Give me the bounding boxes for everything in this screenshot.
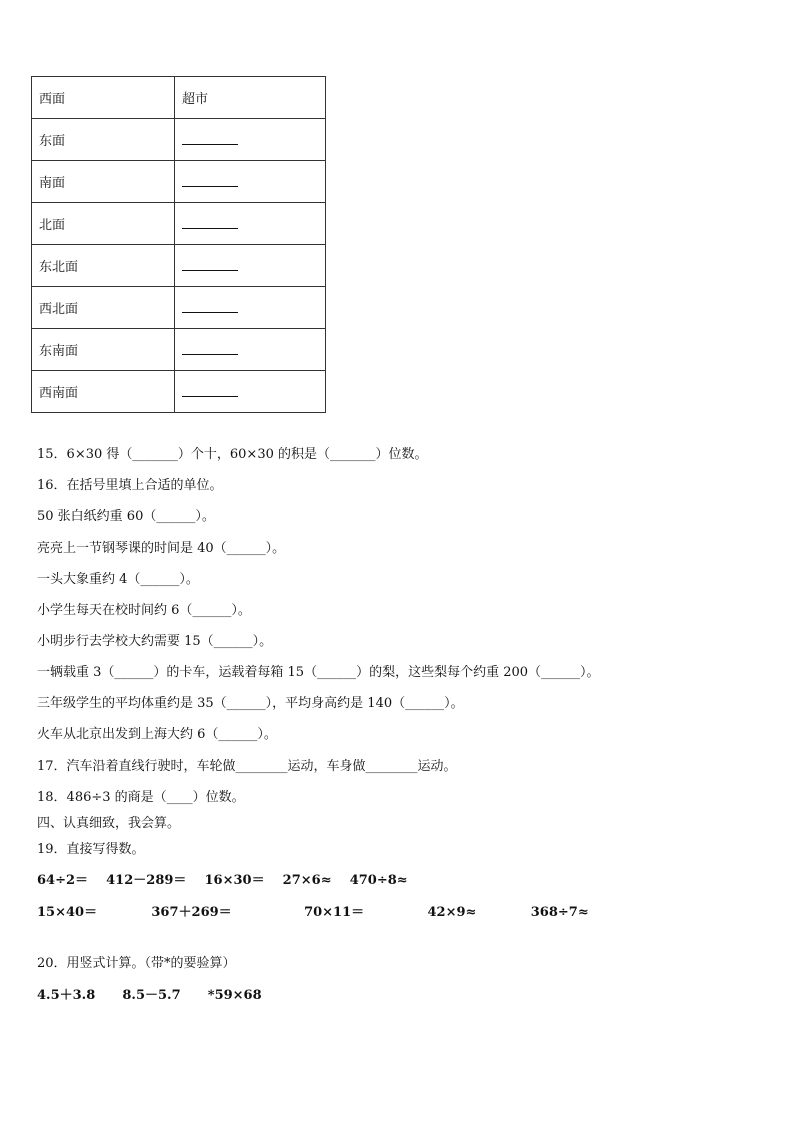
answer-blank[interactable] bbox=[182, 260, 238, 271]
direction-row bbox=[32, 245, 326, 287]
question-16-item-1: 50 张白纸约重 60（______）。 bbox=[37, 509, 215, 524]
direction-cell: 东面 bbox=[32, 119, 175, 161]
direction-cell: 东南面 bbox=[32, 329, 175, 371]
direction-row bbox=[32, 203, 326, 245]
question-16-item-3: 一头大象重约 4（______）。 bbox=[37, 572, 199, 587]
answer-blank[interactable] bbox=[182, 344, 238, 355]
question-16-item-5: 小明步行去学校大约需要 15（______）。 bbox=[37, 634, 273, 649]
answer-blank[interactable] bbox=[182, 134, 238, 145]
answer-cell[interactable] bbox=[175, 287, 326, 329]
answer-cell[interactable] bbox=[175, 119, 326, 161]
vertical-calc-row: 4.5＋3.8 8.5－5.7 *59×68 bbox=[37, 988, 262, 1003]
answer-blank[interactable] bbox=[182, 386, 238, 397]
answer-blank[interactable] bbox=[182, 218, 238, 229]
direction-cell: 西面 bbox=[32, 77, 175, 119]
answer-cell[interactable] bbox=[175, 371, 326, 413]
answer-blank[interactable] bbox=[182, 302, 238, 313]
answer-cell[interactable] bbox=[175, 161, 326, 203]
question-16-item-7: 三年级学生的平均体重约是 35（______），平均身高约是 140（______）。 bbox=[37, 696, 464, 711]
direction-row bbox=[32, 77, 326, 119]
answer-cell[interactable] bbox=[175, 203, 326, 245]
direction-cell: 北面 bbox=[32, 203, 175, 245]
question-18: 18．486÷3 的商是（____）位数。 bbox=[37, 790, 245, 805]
question-15: 15．6×30 得（_______）个十，60×30 的积是（_______）位数。 bbox=[37, 447, 428, 462]
direction-row bbox=[32, 161, 326, 203]
direction-table bbox=[31, 76, 326, 413]
question-20: 20．用竖式计算。（带*的要验算） bbox=[37, 956, 236, 971]
direction-cell: 东北面 bbox=[32, 245, 175, 287]
direction-row bbox=[32, 119, 326, 161]
direction-cell: 西北面 bbox=[32, 287, 175, 329]
question-16-item-6: 一辆载重 3（______）的卡车，运载着每箱 15（______）的梨，这些梨每个约重 200（______）。 bbox=[37, 665, 600, 680]
answer-cell: 超市 bbox=[175, 77, 326, 119]
direction-cell: 南面 bbox=[32, 161, 175, 203]
question-17: 17．汽车沿着直线行驶时，车轮做________运动，车身做________运动。 bbox=[37, 759, 457, 774]
mental-math-row-1: 64÷2＝ 412－289＝ 16×30＝ 27×6≈ 470÷8≈ bbox=[37, 873, 408, 888]
mental-math-row-2: 15×40＝ 367＋269＝ 70×11＝ 42×9≈ 368÷7≈ bbox=[37, 905, 589, 920]
question-19: 19．直接写得数。 bbox=[37, 842, 145, 857]
answer-blank[interactable] bbox=[182, 176, 238, 187]
question-16-item-4: 小学生每天在校时间约 6（______）。 bbox=[37, 603, 251, 618]
direction-row bbox=[32, 371, 326, 413]
question-16-item-2: 亮亮上一节钢琴课的时间是 40（______）。 bbox=[37, 541, 286, 556]
question-16-item-8: 火车从北京出发到上海大约 6（______）。 bbox=[37, 727, 277, 742]
answer-cell[interactable] bbox=[175, 245, 326, 287]
direction-row bbox=[32, 287, 326, 329]
question-16: 16．在括号里填上合适的单位。 bbox=[37, 478, 223, 493]
direction-cell: 西南面 bbox=[32, 371, 175, 413]
answer-cell[interactable] bbox=[175, 329, 326, 371]
section-four-heading: 四、认真细致，我会算。 bbox=[37, 816, 181, 831]
direction-row bbox=[32, 329, 326, 371]
